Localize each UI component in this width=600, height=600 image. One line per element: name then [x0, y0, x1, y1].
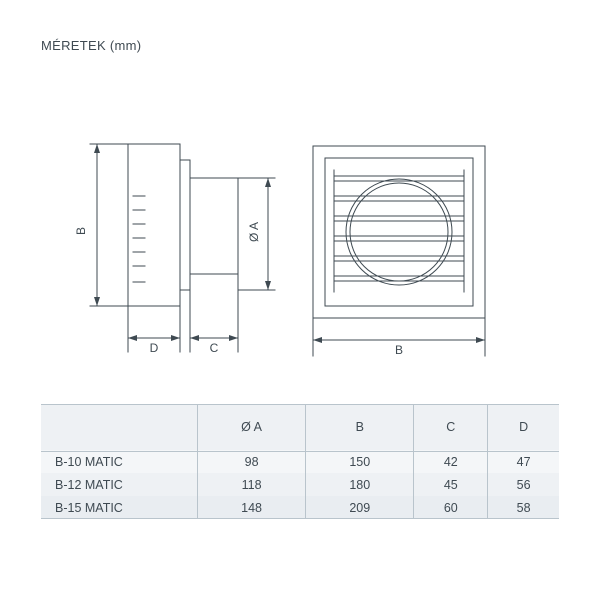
- label-c: C: [209, 341, 219, 355]
- table-header-border: [41, 451, 559, 452]
- label-diameter-a: Ø A: [247, 221, 261, 243]
- header-model: [41, 404, 198, 450]
- cell-a: 148: [198, 496, 306, 519]
- cell-b: 209: [306, 496, 414, 519]
- label-front-b: B: [394, 343, 404, 357]
- cell-c: 60: [414, 496, 488, 519]
- label-side-b: B: [74, 226, 88, 236]
- cell-model: B-15 MATIC: [41, 496, 198, 519]
- table-row: [41, 473, 559, 496]
- table-header-row: [41, 404, 559, 450]
- table-bottom-border: [41, 518, 559, 519]
- cell-model: B-10 MATIC: [41, 450, 198, 473]
- label-d: D: [149, 341, 159, 355]
- table-row: [41, 450, 559, 473]
- header-b: B: [306, 404, 414, 450]
- cell-b: 150: [306, 450, 414, 473]
- cell-c: 45: [414, 473, 488, 496]
- cell-a: 98: [198, 450, 306, 473]
- table-top-border: [41, 404, 559, 405]
- cell-d: 47: [488, 450, 559, 473]
- header-d: D: [488, 404, 559, 450]
- cell-d: 58: [488, 496, 559, 519]
- dimensions-table: [41, 404, 559, 519]
- dimensions-table-wrapper: [41, 404, 559, 519]
- cell-c: 42: [414, 450, 488, 473]
- table-row: [41, 496, 559, 519]
- header-diameter-a: Ø A: [198, 404, 306, 450]
- cell-model: B-12 MATIC: [41, 473, 198, 496]
- cell-d: 56: [488, 473, 559, 496]
- page-title: MÉRETEK (mm): [41, 38, 142, 53]
- cell-b: 180: [306, 473, 414, 496]
- header-c: C: [414, 404, 488, 450]
- cell-a: 118: [198, 473, 306, 496]
